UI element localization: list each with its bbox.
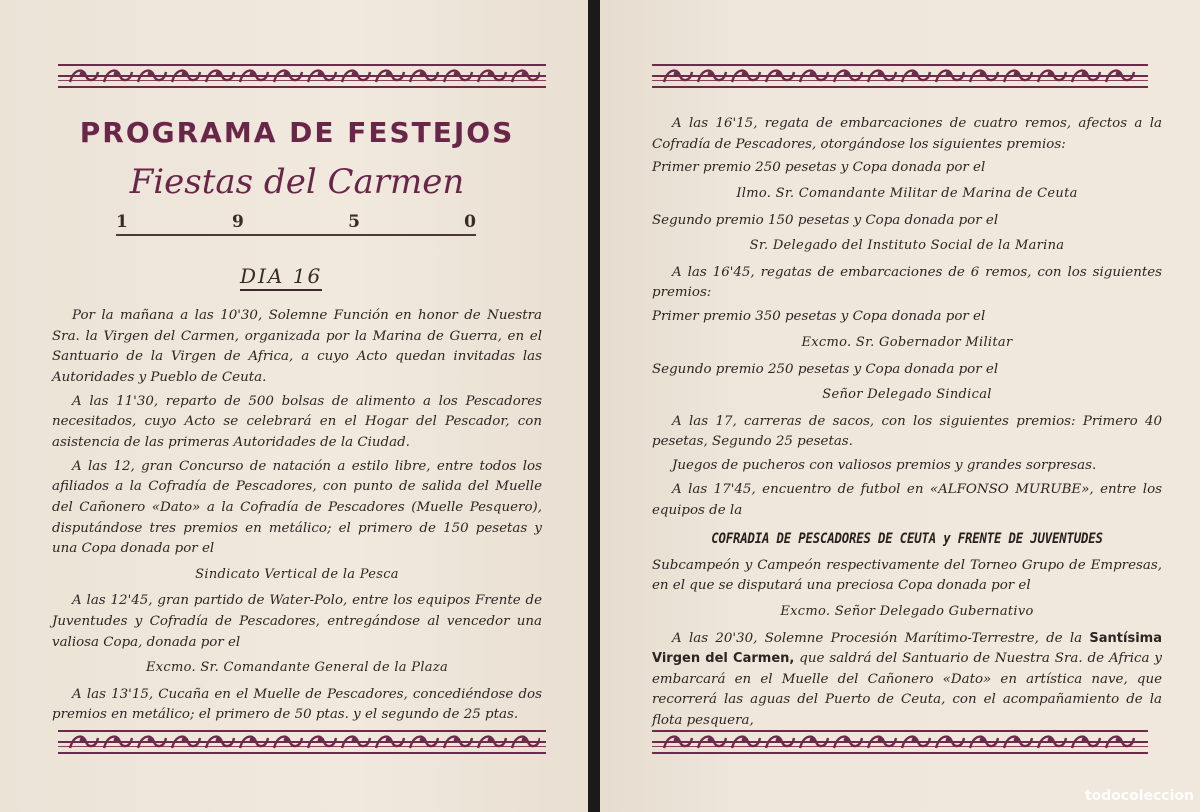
donor-line: Ilmo. Sr. Comandante Militar de Marina de Ceuta (736, 186, 1078, 202)
scroll-dot (386, 738, 391, 743)
scroll-leaf (70, 737, 98, 748)
scroll-dot (352, 738, 357, 743)
paragraph-football-match: A las 17'45, encuentro de futbol en «ALFONSO MURUBE», entre los equipos de la (652, 482, 1162, 518)
scroll-leaf (206, 71, 234, 82)
scroll-dot (1014, 72, 1019, 77)
scroll-dot (454, 72, 459, 77)
scroll-leaf (512, 71, 540, 82)
scroll-leaf (410, 737, 438, 748)
scroll-dot (454, 738, 459, 743)
year-digit: 0 (464, 212, 476, 232)
scroll-dot (182, 738, 187, 743)
scroll-leaf (1106, 737, 1134, 748)
paragraph-procession (652, 629, 1162, 732)
scroll-leaf (1072, 71, 1100, 82)
scroll-leaf (800, 71, 828, 82)
top-ornament-border (652, 64, 1148, 88)
right-page (600, 0, 1200, 812)
scroll-dot (352, 72, 357, 77)
left-program-text (52, 306, 542, 729)
scroll-ornament-icon (658, 732, 1142, 752)
scroll-leaf (1004, 737, 1032, 748)
scroll-dot (148, 738, 153, 743)
scroll-dot (1116, 72, 1121, 77)
scroll-dot (284, 72, 289, 77)
scroll-leaf (698, 737, 726, 748)
scroll-dot (810, 738, 815, 743)
year-digit: 5 (348, 212, 360, 232)
scroll-dot (318, 738, 323, 743)
paragraph-tournament: Subcampeón y Campeón respectivamente del Torneo Grupo de Empresas, en el que se disputará una preciosa Copa donada por el (652, 557, 1162, 594)
bottom-ornament-border (58, 730, 546, 754)
donor-line: Sr. Delegado del Instituto Social de la Marina (749, 238, 1065, 254)
scroll-leaf (410, 71, 438, 82)
scroll-dot (912, 72, 917, 77)
paragraph-cucana: A las 13'15, Cucaña en el Muelle de Pescadores, concediéndose dos premios en metálico; el primero de 50 ptas. y el segundo de 25 ptas. (52, 686, 542, 723)
scroll-leaf (444, 737, 472, 748)
scroll-leaf (1038, 737, 1066, 748)
scroll-leaf (664, 71, 692, 82)
scroll-leaf (1106, 71, 1134, 82)
scroll-dot (1014, 738, 1019, 743)
scroll-dot (488, 738, 493, 743)
scroll-dot (80, 72, 85, 77)
scroll-leaf (732, 737, 760, 748)
scroll-ornament-icon (64, 66, 540, 86)
scroll-leaf (308, 737, 336, 748)
scroll-dot (488, 72, 493, 77)
page-gutter (588, 0, 600, 812)
paragraph-food-bags: A las 11'30, reparto de 500 bolsas de alimento a los Pescadores necesitados, cuyo Acto se celebrará en el Hogar del Pescador, con asistencia de las primeras Autoridades de la Ciudad. (52, 393, 542, 450)
festival-subtitle: Fiestas del Carmen (129, 162, 465, 202)
scroll-leaf (308, 71, 336, 82)
scroll-dot (674, 72, 679, 77)
scroll-dot (1082, 738, 1087, 743)
scroll-leaf (478, 71, 506, 82)
scroll-leaf (902, 737, 930, 748)
scroll-dot (114, 72, 119, 77)
paragraph-morning-mass: Por la mañana a las 10'30, Solemne Función en honor de Nuestra Sra. la Virgen del Carmen, organizada por la Marina de Guerra, en el Santuario de la Virgen de Africa, a cuyo Acto quedan invitadas las Autoridades y Pueblo de Ceuta. (52, 308, 542, 385)
scroll-leaf (698, 71, 726, 82)
right-program-text (652, 114, 1162, 735)
bottom-ornament-border (652, 730, 1148, 754)
scroll-dot (250, 738, 255, 743)
scroll-leaf (766, 71, 794, 82)
program-title: PROGRAMA DE FESTEJOS (79, 116, 515, 149)
paragraph-pot-games: Juegos de pucheros con valiosos premios y grandes sorpresas. (672, 458, 1097, 474)
scroll-leaf (868, 737, 896, 748)
scroll-leaf (936, 737, 964, 748)
scroll-leaf (206, 737, 234, 748)
scroll-leaf (240, 71, 268, 82)
scroll-leaf (70, 71, 98, 82)
prize-line: Primer premio 250 pesetas y Copa donada por el (652, 160, 986, 176)
scroll-leaf (342, 71, 370, 82)
donor-line: Excmo. Señor Delegado Gubernativo (780, 604, 1034, 620)
scroll-leaf (834, 737, 862, 748)
paragraph-swimming-contest: A las 12, gran Concurso de natación a estilo libre, entre todos los afiliados a la Cofradía de Pescadores, con punto de salida del Muelle del Cañonero «Dato» a la Cofradía de Pescadores (Muelle Pesquero), disputándose tres premios en metálico; el primero de 150 pesetas y una Copa donada por el (52, 458, 542, 557)
day-heading: DIA 16 (240, 264, 322, 291)
scroll-dot (946, 72, 951, 77)
scroll-dot (216, 72, 221, 77)
scroll-dot (522, 738, 527, 743)
paragraph-six-oar-regatta: A las 16'45, regatas de embarcaciones de 6 remos, con los siguientes premios: (652, 264, 1162, 301)
scroll-ornament-icon (658, 66, 1142, 86)
scroll-dot (980, 72, 985, 77)
scroll-leaf (970, 737, 998, 748)
scroll-leaf (104, 71, 132, 82)
scroll-leaf (478, 737, 506, 748)
scroll-dot (284, 738, 289, 743)
year-digit: 1 (116, 212, 128, 232)
scroll-leaf (138, 737, 166, 748)
scroll-dot (420, 738, 425, 743)
scroll-dot (878, 72, 883, 77)
year-digit: 9 (232, 212, 244, 232)
scroll-dot (250, 72, 255, 77)
scroll-dot (386, 72, 391, 77)
watermark: todocoleccion (1084, 788, 1194, 804)
scroll-dot (946, 738, 951, 743)
scroll-dot (776, 738, 781, 743)
scroll-dot (844, 738, 849, 743)
scroll-dot (708, 738, 713, 743)
scroll-leaf (138, 71, 166, 82)
scroll-leaf (376, 71, 404, 82)
scroll-dot (114, 738, 119, 743)
scroll-leaf (172, 71, 200, 82)
scroll-leaf (1072, 737, 1100, 748)
top-ornament-border (58, 64, 546, 88)
scroll-dot (420, 72, 425, 77)
scroll-dot (182, 72, 187, 77)
scroll-dot (522, 72, 527, 77)
procession-text-start: A las 20'30, Solemne Procesión Marítimo-Terrestre, de la (672, 630, 1083, 646)
scroll-dot (742, 738, 747, 743)
scroll-leaf (104, 737, 132, 748)
teams-line: COFRADIA DE PESCADORES DE CEUTA y FRENTE DE JUVENTUDES (711, 531, 1103, 548)
scroll-dot (980, 738, 985, 743)
scroll-dot (216, 738, 221, 743)
scroll-dot (1048, 738, 1053, 743)
scroll-leaf (1038, 71, 1066, 82)
scroll-leaf (512, 737, 540, 748)
scroll-leaf (902, 71, 930, 82)
procession-text-end: que saldrá del Santuario de Nuestra Sra. de Africa y embarcará en el Muelle del Cañonero «Dato» en artística nave, que recorrerá las aguas del Puerto de Ceuta, con el acompañamiento de la flota pesquera, (652, 651, 1162, 729)
scroll-leaf (664, 737, 692, 748)
scroll-leaf (376, 737, 404, 748)
year (116, 212, 476, 236)
scroll-dot (1048, 72, 1053, 77)
scroll-dot (1082, 72, 1087, 77)
scroll-leaf (1004, 71, 1032, 82)
scroll-dot (1116, 738, 1121, 743)
scroll-dot (80, 738, 85, 743)
scroll-dot (708, 72, 713, 77)
scroll-leaf (274, 71, 302, 82)
scroll-ornament-icon (64, 732, 540, 752)
scroll-leaf (240, 737, 268, 748)
donor-line: Excmo. Sr. Gobernador Militar (801, 334, 1013, 350)
scroll-dot (674, 738, 679, 743)
scroll-leaf (444, 71, 472, 82)
scroll-dot (148, 72, 153, 77)
prize-line: Segundo premio 150 pesetas y Copa donada por el (652, 212, 999, 228)
scroll-leaf (800, 737, 828, 748)
donor-line: Señor Delegado Sindical (822, 387, 992, 403)
paragraph-water-polo: A las 12'45, gran partido de Water-Polo, entre los equipos Frente de Juventudes y Cofradía de Pescadores, entregándose al vencedor una valiosa Copa, donada por el (52, 593, 542, 650)
paragraph-four-oar-regatta: A las 16'15, regata de embarcaciones de cuatro remos, afectos a la Cofradía de Pescadores, otorgándose los siguientes premios: (652, 116, 1162, 152)
scroll-dot (776, 72, 781, 77)
scroll-leaf (970, 71, 998, 82)
virgin-name: Santísima Virgen del Carmen, (652, 630, 1162, 667)
donor-line: Excmo. Sr. Comandante General de la Plaza (145, 660, 449, 676)
scroll-leaf (766, 737, 794, 748)
scroll-leaf (732, 71, 760, 82)
scroll-dot (912, 738, 917, 743)
scroll-leaf (834, 71, 862, 82)
scroll-dot (844, 72, 849, 77)
prize-line: Segundo premio 250 pesetas y Copa donada por el (652, 361, 999, 377)
left-page (0, 0, 588, 812)
scroll-dot (878, 738, 883, 743)
scroll-leaf (274, 737, 302, 748)
scroll-leaf (936, 71, 964, 82)
donor-line: Sindicato Vertical de la Pesca (195, 566, 399, 582)
scroll-dot (318, 72, 323, 77)
scroll-leaf (868, 71, 896, 82)
scroll-leaf (342, 737, 370, 748)
prize-line: Primer premio 350 pesetas y Copa donada por el (652, 309, 986, 325)
scroll-leaf (172, 737, 200, 748)
scroll-dot (742, 72, 747, 77)
scroll-dot (810, 72, 815, 77)
paragraph-sack-race: A las 17, carreras de sacos, con los siguientes premios: Primero 40 pesetas, Segundo 25 pesetas. (652, 413, 1162, 450)
